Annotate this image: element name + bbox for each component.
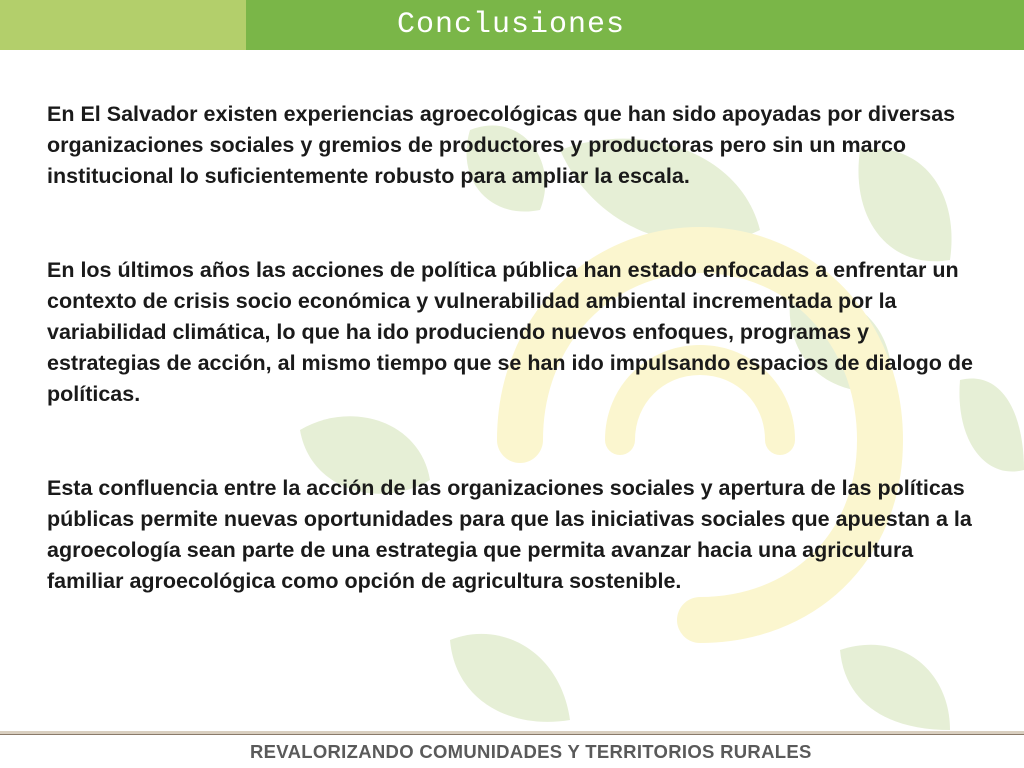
- paragraph: En los últimos años las acciones de política pública han estado enfocadas a enfrentar un contexto de crisis socio económica y vulnerabilidad ambiental incrementada por la variabilidad climática, lo que ha ido produciendo nuevos enfoques, programas y estrategias de acción, al mismo tiempo que se han ido impulsando espacios de dialogo de políticas.: [47, 258, 973, 406]
- paragraph: En El Salvador existen experiencias agroecológicas que han sido apoyadas por diversas organizaciones sociales y gremios de productores y productoras pero sin un marco institucional lo suficientemente robusto para ampliar la escala.: [47, 102, 956, 188]
- footer-divider-shadow: [0, 734, 1024, 735]
- footer-tagline: REVALORIZANDO COMUNIDADES Y TERRITORIOS RURALES: [250, 741, 812, 762]
- leaf-shape: [450, 634, 570, 722]
- paragraph: Esta confluencia entre la acción de las organizaciones sociales y apertura de las políticas públicas permite nuevas oportunidades para que las iniciativas sociales que apuestan a la agroecología sean parte de una estrategia que permita avanzar hacia una agricultura familiar agroecológica como opción de agricultura sostenible.: [47, 476, 972, 593]
- conclusions-body: [47, 99, 982, 597]
- header-accent-block: [0, 0, 246, 50]
- leaf-shape: [840, 645, 950, 730]
- header-bar: [0, 0, 1024, 50]
- page-title: Conclusiones: [396, 8, 626, 42]
